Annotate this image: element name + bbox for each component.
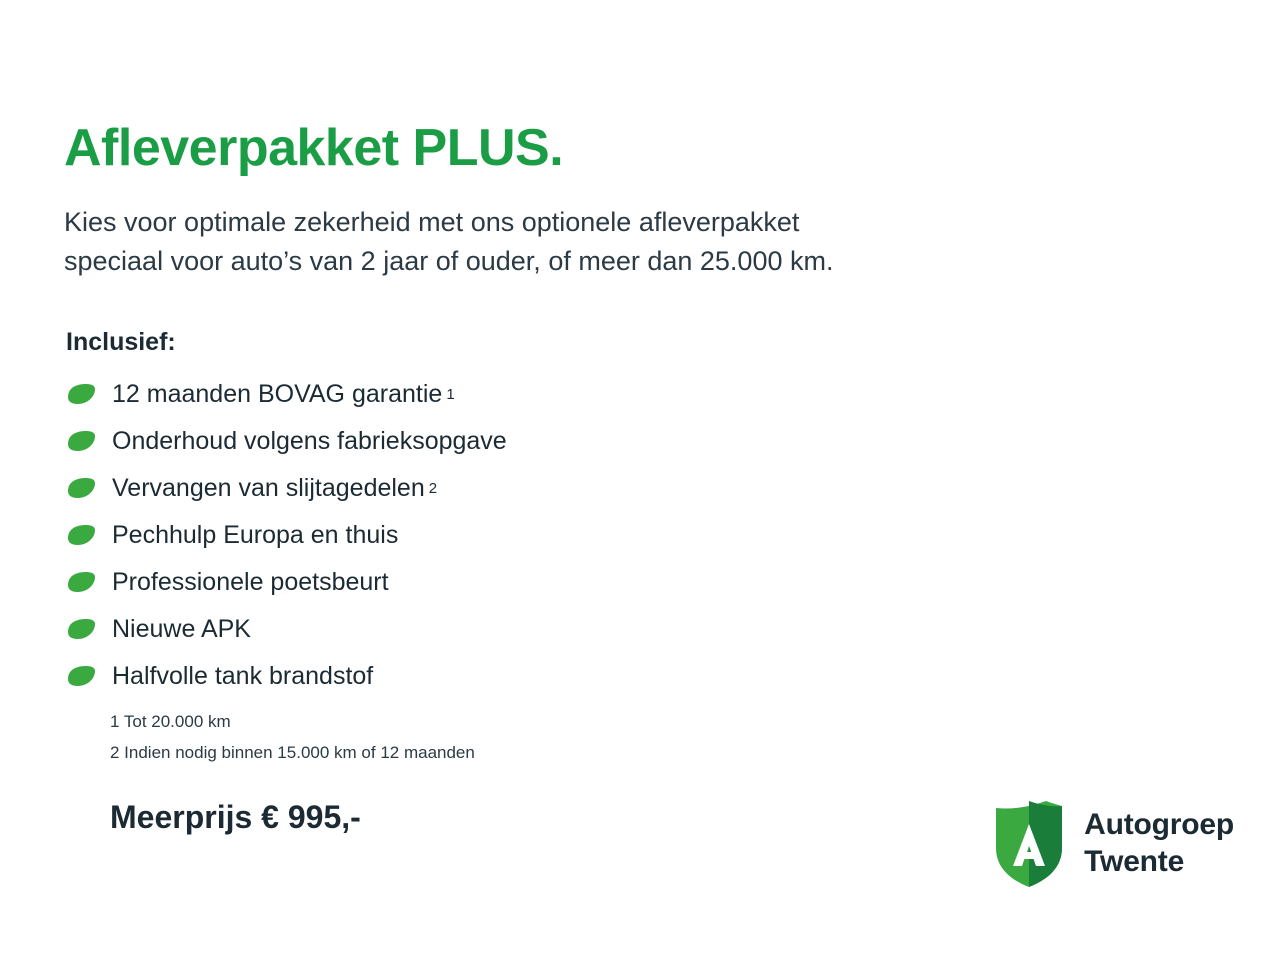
leaf-icon <box>66 430 96 452</box>
leaf-icon <box>66 665 96 687</box>
included-heading: Inclusief: <box>66 327 176 356</box>
logo-line-2: Twente <box>1084 845 1185 878</box>
list-item-label: Pechhulp Europa en thuis <box>112 520 399 549</box>
intro-line-2: speciaal voor auto’s van 2 jaar of ouder, of meer dan 25.000 km. <box>64 245 834 276</box>
list-item-footnote-ref: 2 <box>428 479 438 497</box>
list-item-footnote-ref: 1 <box>446 385 455 403</box>
company-logo <box>992 800 1234 888</box>
list-item-label: Onderhoud volgens fabrieksopgave <box>112 426 507 455</box>
list-item <box>64 418 1216 465</box>
intro-paragraph <box>64 203 1094 280</box>
footnote-1: 1 Tot 20.000 km <box>110 711 231 731</box>
price-label: Meerprijs € 995,- <box>110 798 361 835</box>
list-item-label: Halfvolle tank brandstof <box>112 661 374 690</box>
list-item <box>64 371 1216 418</box>
leaf-icon <box>66 477 96 499</box>
list-item-label: 12 maanden BOVAG garantie <box>112 379 443 408</box>
logo-line-1: Autogroep <box>1084 808 1234 842</box>
page-title: Afleverpakket PLUS. <box>64 119 564 177</box>
leaf-icon <box>66 618 96 640</box>
footnotes <box>110 706 1216 769</box>
list-item-label: Professionele poetsbeurt <box>112 567 389 596</box>
list-item <box>64 606 1216 653</box>
logo-wordmark <box>1084 807 1234 880</box>
list-item <box>64 559 1216 606</box>
list-item <box>64 653 1216 700</box>
footnote-2: 2 Indien nodig binnen 15.000 km of 12 maanden <box>110 743 475 763</box>
list-item <box>64 512 1216 559</box>
leaf-icon <box>66 571 96 593</box>
leaf-icon <box>66 383 96 405</box>
included-list <box>64 371 1216 700</box>
list-item <box>64 465 1216 512</box>
intro-line-1: Kies voor optimale zekerheid met ons optionele afleverpakket <box>64 207 800 238</box>
list-item-label: Nieuwe APK <box>112 614 251 643</box>
leaf-icon <box>66 524 96 546</box>
shield-a-logo-icon <box>992 800 1066 888</box>
list-item-label: Vervangen van slijtagedelen <box>112 473 425 502</box>
